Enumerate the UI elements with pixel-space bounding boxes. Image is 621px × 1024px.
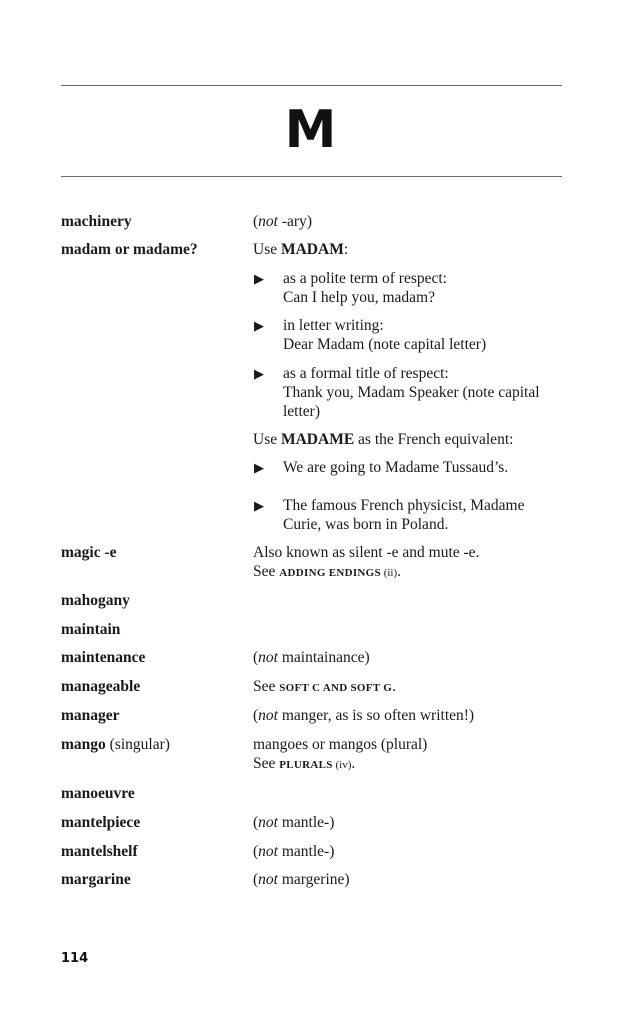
bullet-arrow-icon: ▶ <box>254 271 264 286</box>
headword: mantelshelf <box>61 843 138 860</box>
headword: mango (singular) <box>61 736 170 753</box>
definition: See SOFT C AND SOFT G. <box>253 678 397 695</box>
definition: (not mantle-) <box>253 814 335 831</box>
headword: machinery <box>61 213 132 230</box>
headword: mantelpiece <box>61 814 141 831</box>
bullet-arrow-icon: ▶ <box>254 318 264 333</box>
bottom-rule <box>61 176 562 177</box>
headword: manoeuvre <box>61 785 135 802</box>
headword: maintenance <box>61 649 146 666</box>
page-number: 114 <box>61 951 89 966</box>
headword: margarine <box>61 871 131 888</box>
cross-reference: ADDING ENDINGS <box>279 567 381 579</box>
qualifier: (singular) <box>105 736 170 753</box>
headword: mahogany <box>61 592 130 609</box>
headword: magic -e <box>61 544 117 561</box>
definition: (not maintainance) <box>253 649 370 666</box>
headword: maintain <box>61 621 121 638</box>
bullet-arrow-icon: ▶ <box>254 366 264 381</box>
cross-reference: SOFT C AND SOFT G <box>279 682 393 694</box>
headword: manager <box>61 707 120 724</box>
definition: (not mantle-) <box>253 843 335 860</box>
not-label: not <box>258 814 278 831</box>
definition: mangoes or mangos (plural) See PLURALS (iv). <box>253 736 428 772</box>
section-letter: M <box>284 100 337 160</box>
not-label: not <box>258 843 278 860</box>
cross-reference: PLURALS <box>279 759 333 771</box>
definition: (not manger, as is so often written!) <box>253 707 475 724</box>
not-label: not <box>258 213 278 230</box>
headword: madam or madame? <box>61 241 198 258</box>
top-rule <box>61 85 562 86</box>
definition: Use MADAM: <box>253 241 349 258</box>
bullet-arrow-icon: ▶ <box>254 498 264 513</box>
headword: manageable <box>61 678 141 695</box>
definition: (not margerine) <box>253 871 350 888</box>
definition: (not -ary) <box>253 213 312 230</box>
not-label: not <box>258 649 278 666</box>
not-label: not <box>258 707 278 724</box>
bullet-arrow-icon: ▶ <box>254 460 264 475</box>
keyword: MADAM <box>280 241 344 258</box>
not-label: not <box>258 871 278 888</box>
keyword: MADAME <box>280 431 355 448</box>
definition: Also known as silent -e and mute -e. See ADDING ENDINGS (ii). <box>253 544 480 580</box>
